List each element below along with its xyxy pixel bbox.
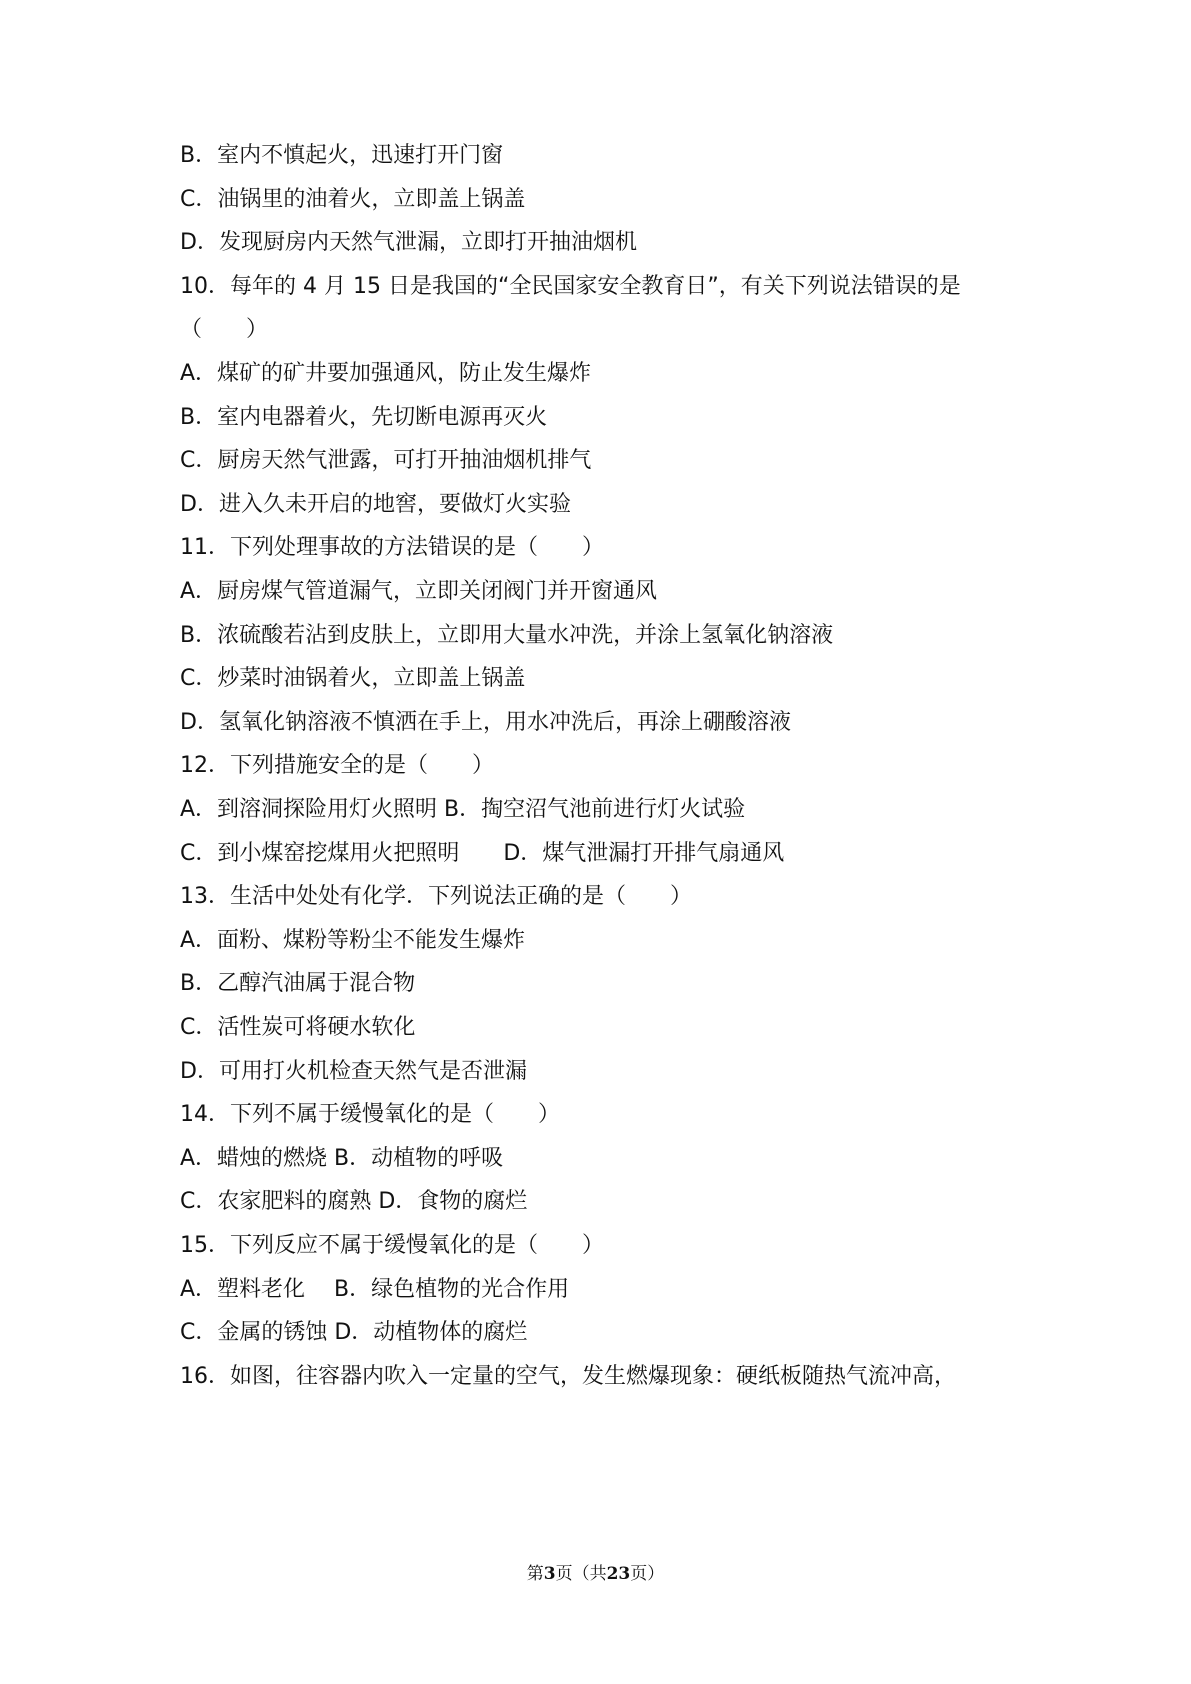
option-line: A．煤矿的矿井要加强通风，防止发生爆炸 [180, 361, 592, 386]
option-line: A．蜡烛的燃烧 B．动植物的呼吸 [180, 1146, 504, 1171]
option-line: A．厨房煤气管道漏气，立即关闭阀门并开窗通风 [180, 579, 658, 604]
option-line: C．到小煤窑挖煤用火把照明 D．煤气泄漏打开排气扇通风 [180, 841, 785, 866]
question-line: 13．生活中处处有化学．下列说法正确的是（ ） [180, 884, 692, 909]
question-line: 10．每年的 4 月 15 日是我国的“全民国家安全教育日”，有关下列说法错误的是 [180, 274, 961, 299]
option-line: A．到溶洞探险用灯火照明 B．掏空沼气池前进行灯火试验 [180, 797, 746, 822]
question-line: 11．下列处理事故的方法错误的是（ ） [180, 535, 604, 560]
option-line: D．可用打火机检查天然气是否泄漏 [180, 1059, 527, 1084]
question-line: 12．下列措施安全的是（ ） [180, 753, 494, 778]
option-line: C．厨房天然气泄露，可打开抽油烟机排气 [180, 448, 592, 473]
option-line: D．发现厨房内天然气泄漏，立即打开抽油烟机 [180, 230, 637, 255]
page-footer [0, 1562, 1191, 1586]
question-line: 16．如图，往容器内吹入一定量的空气，发生燃爆现象：硬纸板随热气流冲高， [180, 1364, 956, 1389]
option-line: C．金属的锈蚀 D．动植物体的腐烂 [180, 1320, 528, 1345]
question-line: 14．下列不属于缓慢氧化的是（ ） [180, 1102, 560, 1127]
option-line: C．活性炭可将硬水软化 [180, 1015, 416, 1040]
option-line: B．浓硫酸若沾到皮肤上，立即用大量水冲洗，并涂上氢氧化钠溶液 [180, 623, 834, 648]
footer-middle: 页（共 [555, 1564, 607, 1584]
option-line: B．乙醇汽油属于混合物 [180, 971, 416, 996]
footer-total-pages: 23 [606, 1564, 631, 1584]
option-line: C．炒菜时油锅着火，立即盖上锅盖 [180, 666, 526, 691]
option-line: D．进入久未开启的地窖，要做灯火实验 [180, 492, 571, 517]
footer-prefix: 第 [526, 1564, 544, 1584]
option-line: C．农家肥料的腐熟 D．食物的腐烂 [180, 1189, 528, 1214]
option-line: B．室内不慎起火，迅速打开门窗 [180, 143, 504, 168]
option-line: A．塑料老化 B．绿色植物的光合作用 [180, 1277, 570, 1302]
option-line: A．面粉、煤粉等粉尘不能发生爆炸 [180, 928, 526, 953]
question-line: 15．下列反应不属于缓慢氧化的是（ ） [180, 1233, 604, 1258]
option-line: B．室内电器着火，先切断电源再灭火 [180, 405, 548, 430]
question-line: （ ） [180, 317, 269, 342]
footer-suffix: 页） [630, 1564, 665, 1584]
option-line: D．氢氧化钠溶液不慎洒在手上，用水冲洗后，再涂上硼酸溶液 [180, 710, 791, 735]
option-line: C．油锅里的油着火，立即盖上锅盖 [180, 187, 526, 212]
footer-page-number: 3 [543, 1564, 556, 1584]
